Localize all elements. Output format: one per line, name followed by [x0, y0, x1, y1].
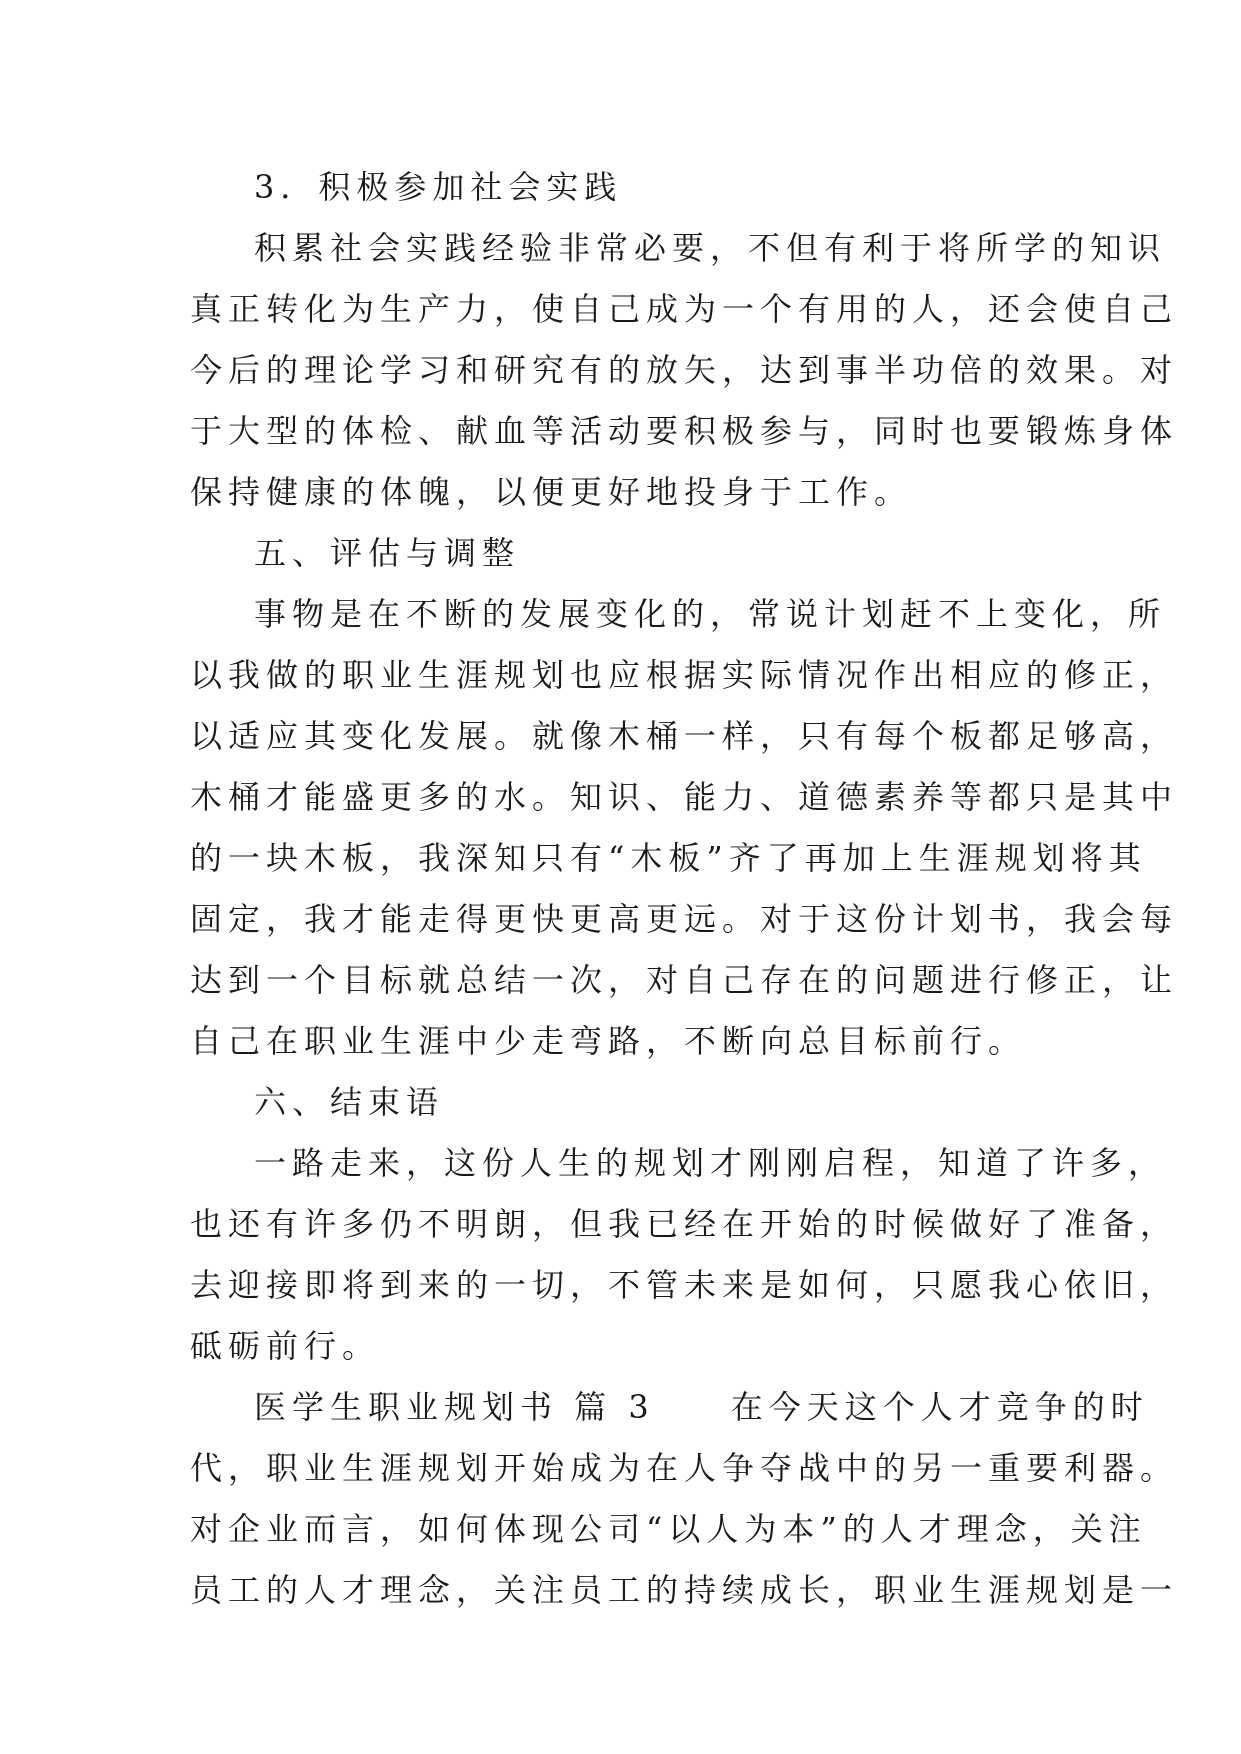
paragraph-line: 以适应其变化发展。就像木桶一样，只有每个板都足够高， — [190, 717, 1179, 755]
paragraph-line: 事物是在不断的发展变化的，常说计划赶不上变化，所 — [254, 595, 1167, 633]
paragraph-line: 自己在职业生涯中少走弯路，不断向总目标前行。 — [190, 1022, 1027, 1060]
paragraph-line: 去迎接即将到来的一切，不管未来是如何，只愿我心依旧， — [190, 1266, 1179, 1304]
paragraph-line: 代，职业生涯规划开始成为在人争夺战中的另一重要利器。 — [190, 1449, 1179, 1487]
paragraph-line: 一路走来，这份人生的规划才刚刚启程，知道了许多， — [254, 1144, 1167, 1182]
paragraph-line: 木桶才能盛更多的水。知识、能力、道德素养等都只是其中 — [190, 778, 1179, 816]
paragraph-line: 达到一个目标就总结一次，对自己存在的问题进行修正，让 — [190, 961, 1179, 999]
paragraph-line: 保持健康的体魄，以便更好地投身于工作。 — [190, 473, 913, 511]
section-heading-conclusion: 六、结束语 — [254, 1083, 445, 1121]
paragraph-line: 砥砺前行。 — [190, 1327, 381, 1365]
section-heading-evaluation: 五、评估与调整 — [254, 534, 521, 572]
document-body — [190, 157, 1179, 1621]
paragraph-line: 真正转化为生产力，使自己成为一个有用的人，还会使自己 — [190, 290, 1179, 328]
paragraph-line: 于大型的体检、献血等活动要积极参与，同时也要锻炼身体 — [190, 412, 1179, 450]
paragraph-line: 也还有许多仍不明朗，但我已经在开始的时候做好了准备， — [190, 1205, 1179, 1243]
paragraph-line: 员工的人才理念，关注员工的持续成长，职业生涯规划是一 — [190, 1571, 1179, 1609]
paragraph-line: 的一块木板，我深知只有“木板”齐了再加上生涯规划将其 — [190, 839, 1147, 877]
article-heading-part3: 医学生职业规划书 篇 3 在今天这个人才竞争的时 — [254, 1388, 1149, 1426]
paragraph-line: 固定，我才能走得更快更高更远。对于这份计划书，我会每 — [190, 900, 1179, 938]
subheading-social-practice: 3．积极参加社会实践 — [254, 168, 623, 206]
paragraph-line: 今后的理论学习和研究有的放矢，达到事半功倍的效果。对 — [190, 351, 1179, 389]
paragraph-line: 对企业而言，如何体现公司“以人为本”的人才理念，关注 — [190, 1510, 1147, 1548]
paragraph-line: 积累社会实践经验非常必要，不但有利于将所学的知识 — [254, 229, 1167, 267]
paragraph-line: 以我做的职业生涯规划也应根据实际情况作出相应的修正， — [190, 656, 1179, 694]
